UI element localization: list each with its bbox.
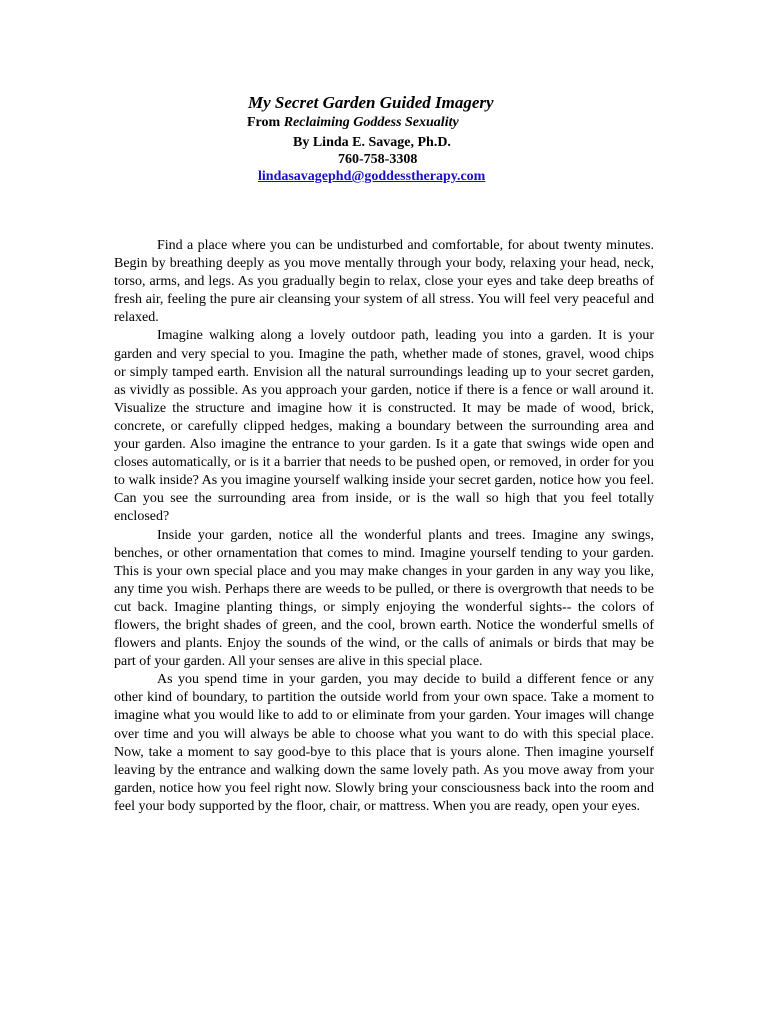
paragraph-1: Find a place where you can be undisturbed and comfortable, for about twenty minutes. Begin by breathing deeply as you move mentally through your body, relaxing your head, neck, torso, arms, and legs. As you gradually begin to relax, close your eyes and take deep breaths of fresh air, feeling the pure air cleansing your system of all stress. You will feel very peaceful and relaxed. [114, 238, 654, 326]
document-title: My Secret Garden Guided Imagery [248, 93, 494, 112]
paragraph-3: Inside your garden, notice all the wonderful plants and trees. Imagine any swings, benches, or other ornamentation that comes to mind. Imagine yourself tending to your garden. This is your own special place and you may make changes in your garden in any way you like, any time you wish. Perhaps there are weeds to be pulled, or there is overgrowth that needs to be cut back. Imagine planting things, or simply enjoying the wonderful sights-- the colors of flowers, the bright shades of green, and the cool, brown earth. Notice the wonderful smells of flowers and plants. Enjoy the sounds of the wind, or the calls of animals or birds that may be part of your garden. All your senses are alive in this special place. [114, 527, 654, 670]
body-text [114, 237, 654, 816]
paragraph-4: As you spend time in your garden, you may decide to build a different fence or any other kind of boundary, to partition the outside world from your own space. Take a moment to imagine what you would like to add to or eliminate from your garden. Your images will change over time and you will always be able to choose what you want to do with this special place. Now, take a moment to say good-bye to this place that is yours alone. Then imagine yourself leaving by the entrance and walking down the same lovely path. As you move away from your garden, notice how you feel right now. Slowly bring your consciousness back into the room and feel your body supported by the floor, chair, or mattress. When you are ready, open your eyes. [114, 672, 654, 814]
source-line [247, 114, 459, 132]
source-prefix: From [247, 115, 284, 130]
book-title: Reclaiming Goddess Sexuality [283, 115, 459, 130]
paragraph-2: Imagine walking along a lovely outdoor path, leading you into a garden. It is your garden and very special to you. Imagine the path, whether made of stones, gravel, wood chips or simply tamped earth. Envision all the natural surroundings leading up to your secret garden, as vividly as possible. As you approach your garden, notice if there is a fence or wall around it. Visualize the structure and imagine how it is constructed. It may be made of wood, brick, concrete, or carefully clipped hedges, making a boundary between the surrounding area and your garden. Also imagine the entrance to your garden. Is it a gate that swings wide open and closes automatically, or is it a barrier that needs to be pushed open, or removed, in order for you to walk inside? As you imagine yourself walking inside your secret garden, notice how you feel. Can you see the surrounding area from inside, or is the wall so high that you feel totally enclosed? [114, 328, 654, 525]
email-link[interactable]: lindasavagephd@goddesstherapy.com [258, 169, 486, 184]
phone-number: 760-758-3308 [338, 152, 418, 167]
author-line: By Linda E. Savage, Ph.D. [293, 135, 451, 150]
